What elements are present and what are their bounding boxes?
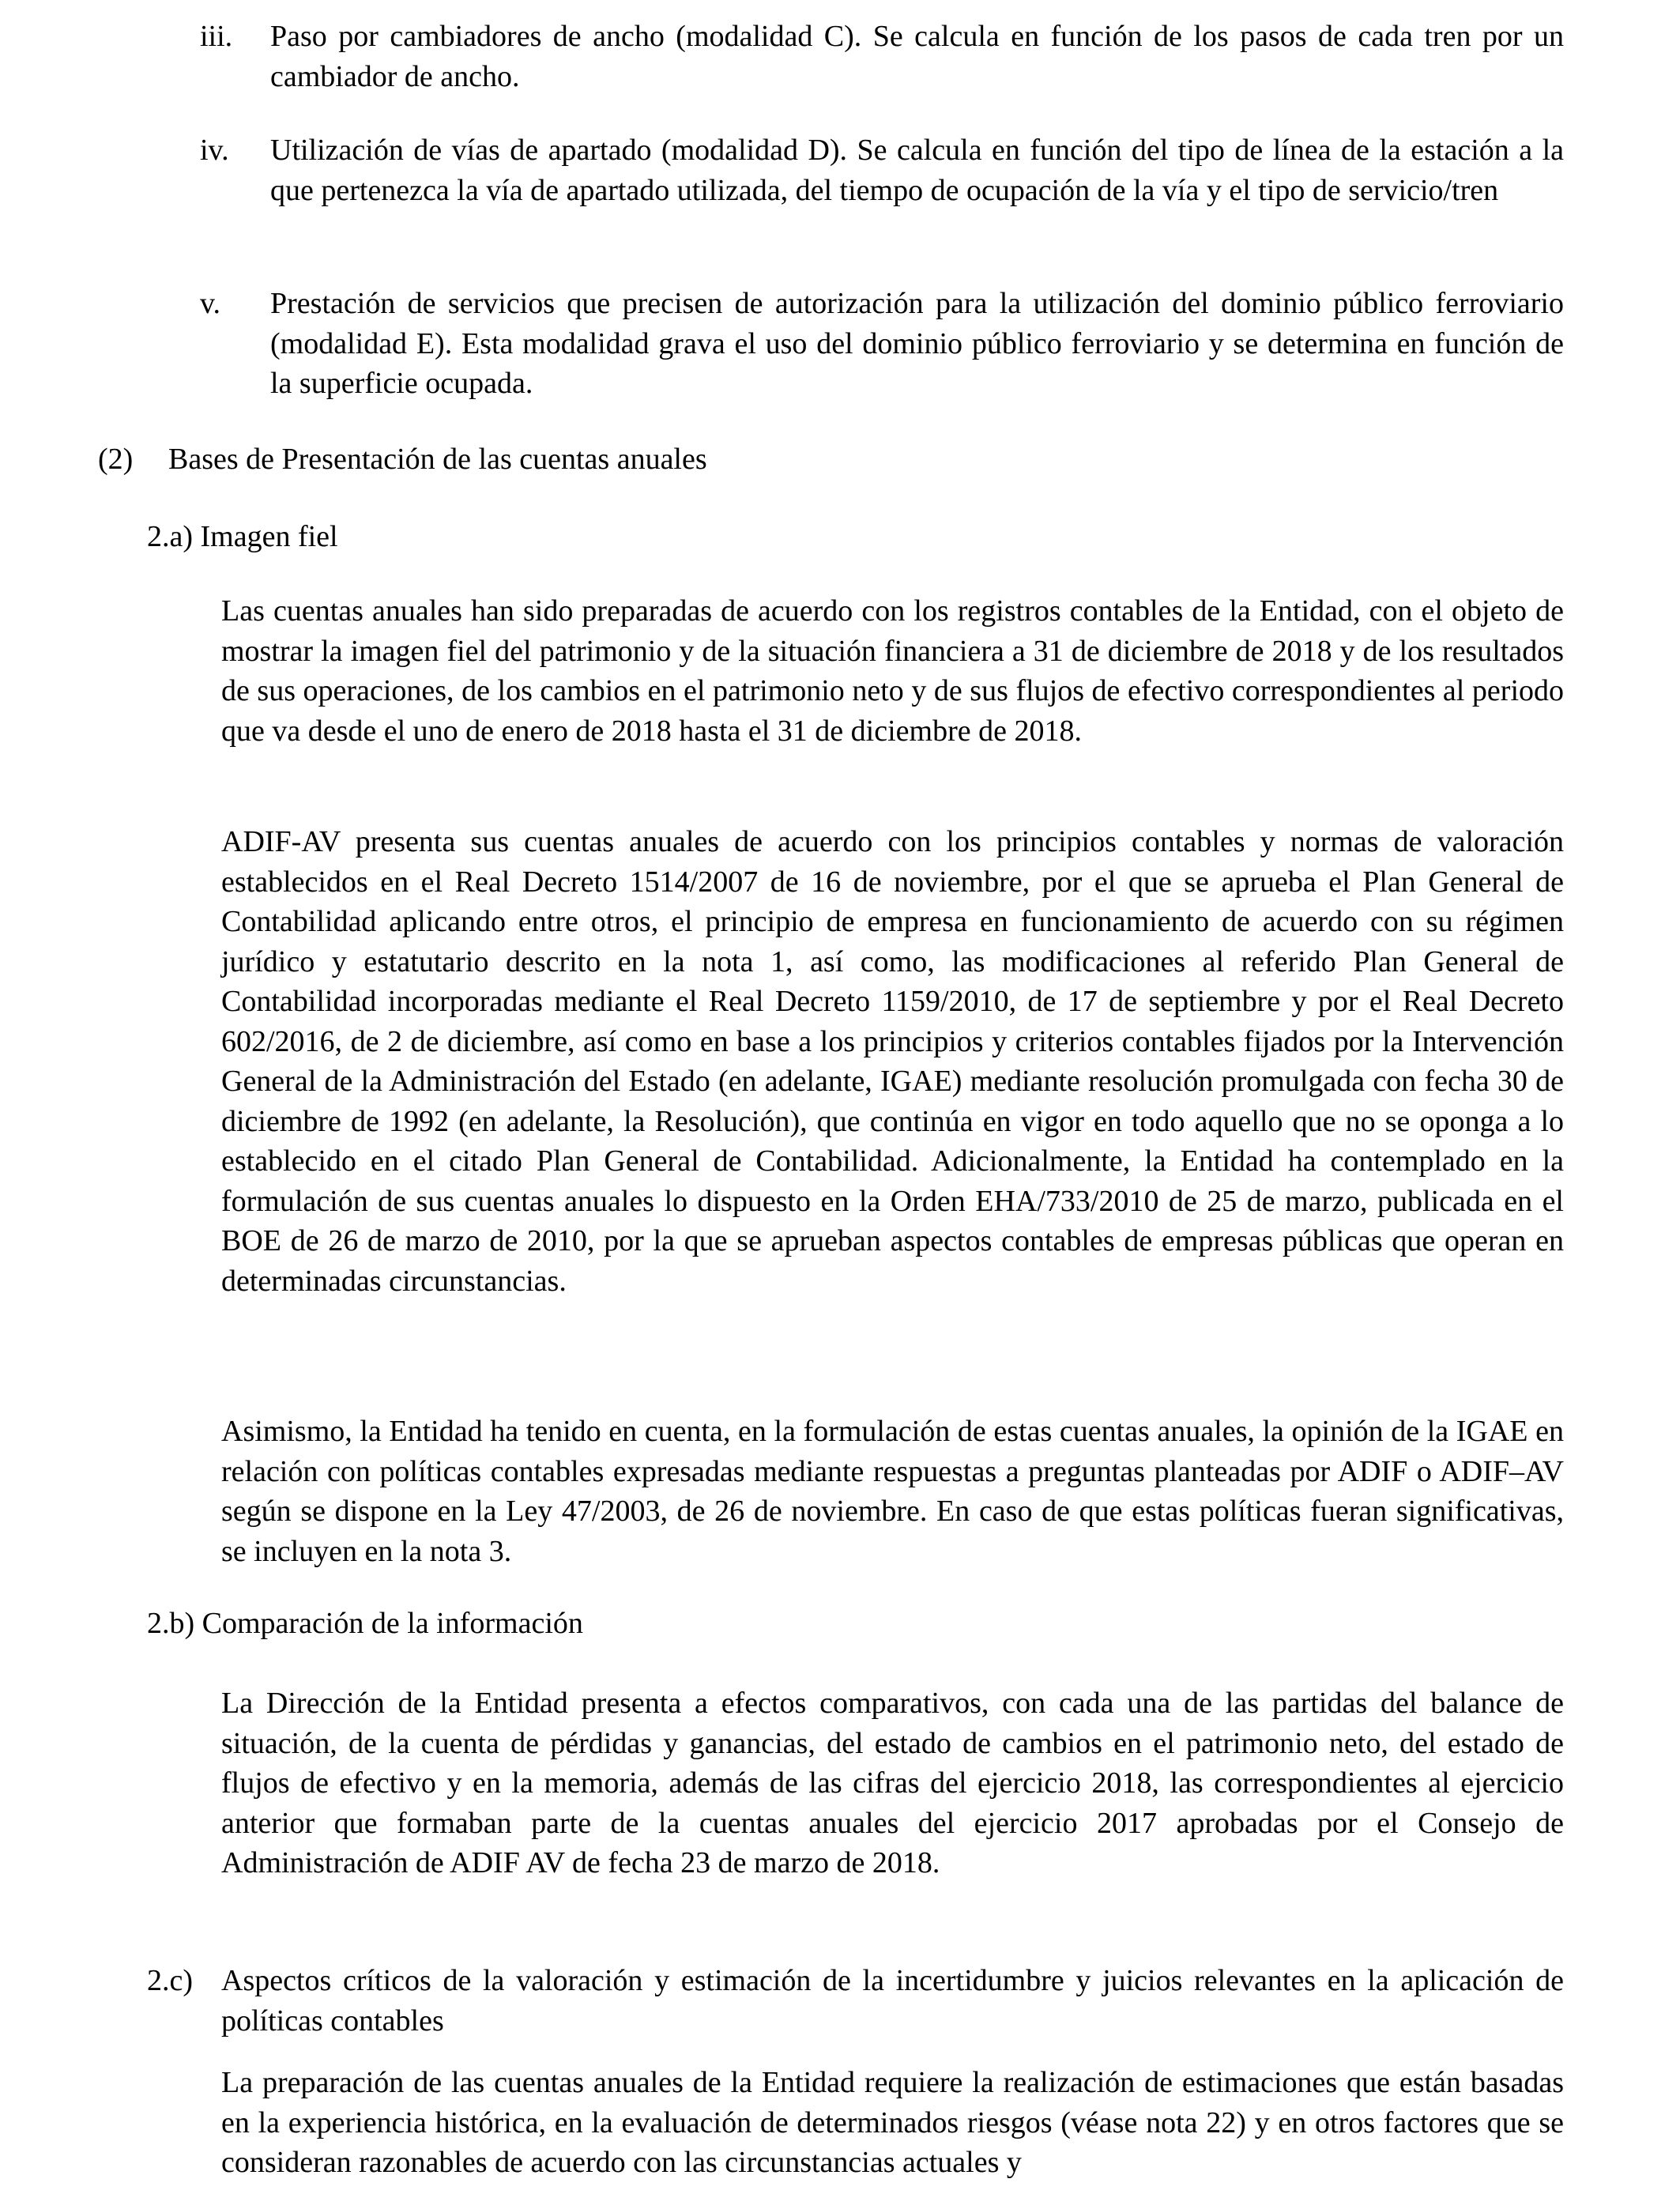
list-item-iv	[200, 130, 1564, 210]
list-text: Utilización de vías de apartado (modalidad D). Se calcula en función del tipo de línea de la estación a la que pertenezca la vía de apartado utilizada, del tiempo de ocupación de la vía y el tipo de servicio/tren	[270, 134, 1564, 207]
list-number: v.	[200, 287, 221, 320]
paragraph: La preparación de las cuentas anuales de la Entidad requiere la realización de estimaciones que están basadas en la experiencia histórica, en la evaluación de determinados riesgos (véase nota 22) y en otros factores que se consideran razonables de acuerdo con las circunstancias actuales y	[221, 2066, 1564, 2179]
subsection-number: 2.c)	[147, 1964, 194, 1997]
paragraph: Asimismo, la Entidad ha tenido en cuenta, en la formulación de estas cuentas anuales, la opinión de la IGAE en relación con políticas contables expresadas mediante respuestas a preguntas planteadas por ADIF o ADIF–AV según se dispone en la Ley 47/2003, de 26 de noviembre. En caso de que estas políticas fueran significativas, se incluyen en la nota 3.	[221, 1415, 1564, 1568]
list-text: Prestación de servicios que precisen de autorización para la utilización del dominio público ferroviario (modalidad E). Esta modalidad grava el uso del dominio público ferroviario y se determina en función de la superficie ocupada.	[270, 287, 1564, 400]
section-number: (2)	[98, 443, 134, 476]
subsection-heading-a: 2.a) Imagen fiel	[147, 520, 338, 553]
list-text: Paso por cambiadores de ancho (modalidad C). Se calcula en función de los pasos de cada tren por un cambiador de ancho.	[270, 20, 1564, 93]
list-item-v	[200, 284, 1564, 404]
section-heading	[98, 439, 707, 480]
list-number: iii.	[200, 20, 233, 53]
subsection-title: Aspectos críticos de la valoración y estimación de la incertidumbre y juicios relevantes en la aplicación de políticas contables	[221, 1964, 1564, 2038]
subsection-heading-b: 2.b) Comparación de la información	[147, 1607, 583, 1640]
paragraph: ADIF-AV presenta sus cuentas anuales de acuerdo con los principios contables y normas de valoración establecidos en el Real Decreto 1514/2007 de 16 de noviembre, por el que se aprueba el Plan General de Contabilidad aplicando entre otros, el principio de empresa en funcionamiento de acuerdo con su régimen jurídico y estatutario descrito en la nota 1, así como, las modificaciones al referido Plan General de Contabilidad incorporadas mediante el Real Decreto 1159/2010, de 17 de septiembre y por el Real Decreto 602/2016, de 2 de diciembre, así como en base a los principios y criterios contables fijados por la Intervención General de la Administración del Estado (en adelante, IGAE) mediante resolución promulgada con fecha 30 de diciembre de 1992 (en adelante, la Resolución), que continúa en vigor en todo aquello que no se oponga a lo establecido en el citado Plan General de Contabilidad. Adicionalmente, la Entidad ha contemplado en la formulación de sus cuentas anuales lo dispuesto en la Orden EHA/733/2010 de 25 de marzo, publicada en el BOE de 26 de marzo de 2010, por la que se aprueban aspectos contables de empresas públicas que operan en determinadas circunstancias.	[221, 825, 1564, 1298]
subsection-heading-c	[147, 1961, 1564, 2041]
paragraph: Las cuentas anuales han sido preparadas de acuerdo con los registros contables de la Entidad, con el objeto de mostrar la imagen fiel del patrimonio y de la situación financiera a 31 de diciembre de 2018 y de los resultados de sus operaciones, de los cambios en el patrimonio neto y de sus flujos de efectivo correspondientes al periodo que va desde el uno de enero de 2018 hasta el 31 de diciembre de 2018.	[221, 594, 1564, 748]
list-number: iv.	[200, 134, 229, 167]
list-item-iii	[200, 17, 1564, 96]
paragraph: La Dirección de la Entidad presenta a efectos comparativos, con cada una de las partidas del balance de situación, de la cuenta de pérdidas y ganancias, del estado de cambios en el patrimonio neto, del estado de flujos de efectivo y en la memoria, además de las cifras del ejercicio 2018, las correspondientes al ejercicio anterior que formaban parte de la cuentas anuales del ejercicio 2017 aprobadas por el Consejo de Administración de ADIF AV de fecha 23 de marzo de 2018.	[221, 1687, 1564, 1879]
section-title: Bases de Presentación de las cuentas anuales	[168, 443, 707, 476]
